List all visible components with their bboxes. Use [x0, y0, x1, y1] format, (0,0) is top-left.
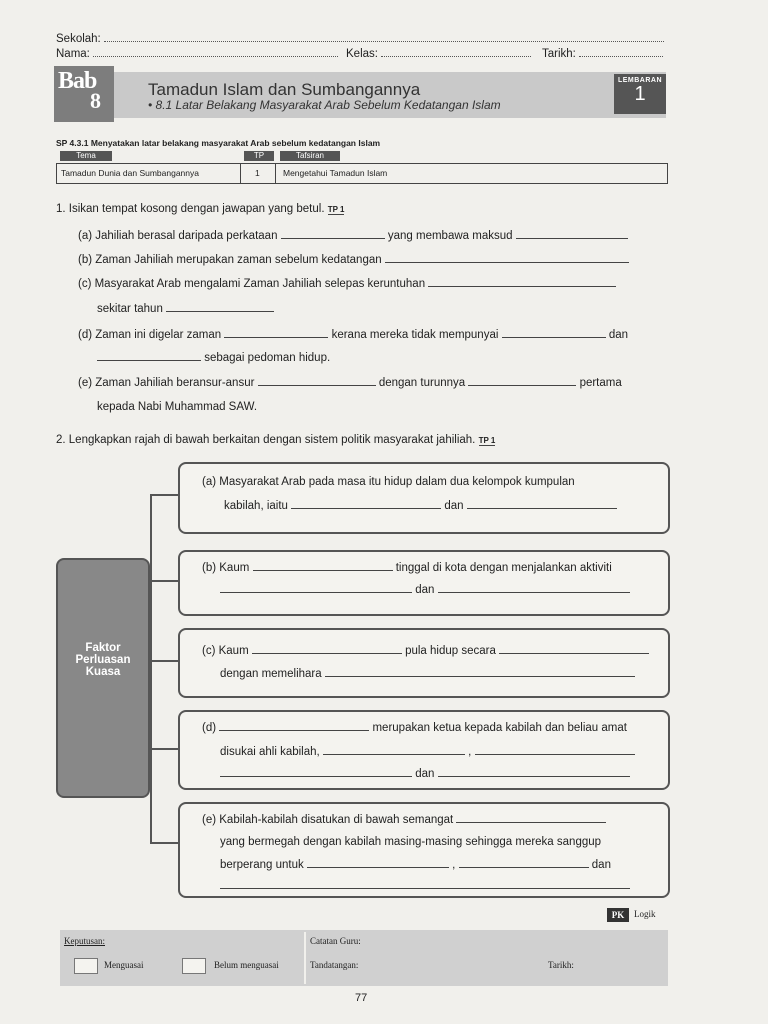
- box-d-blank-2[interactable]: [323, 753, 465, 755]
- box-d-text-4: ,: [468, 746, 472, 758]
- connector-b: [150, 580, 178, 582]
- box-d-row-3: [220, 768, 630, 780]
- tarikh-row: [542, 48, 663, 60]
- keputusan-label: Keputusan:: [64, 936, 105, 946]
- chapter-number: 8: [90, 88, 101, 113]
- sekolah-label: Sekolah:: [56, 33, 101, 45]
- sp-head-tema: Tema: [60, 151, 112, 161]
- box-c-text-3: dengan memelihara: [220, 668, 322, 680]
- faktor-line-1: Faktor: [85, 642, 121, 654]
- footer-tarikh-label: Tarikh:: [548, 960, 574, 970]
- pk-badge: PK: [607, 908, 629, 922]
- sekolah-field[interactable]: [104, 41, 664, 42]
- q1b-blank[interactable]: [385, 261, 629, 263]
- worksheet-badge: [614, 74, 666, 114]
- belum-checkbox[interactable]: [182, 958, 206, 974]
- q1d-text-2: kerana mereka tidak mempunyai: [331, 329, 499, 341]
- nama-field[interactable]: [93, 56, 338, 57]
- tarikh-label: Tarikh:: [542, 48, 576, 60]
- box-e-blank-1[interactable]: [456, 821, 606, 823]
- box-d-text-5: dan: [415, 768, 435, 780]
- q1c-row-2: [97, 303, 274, 315]
- box-c-blank-1[interactable]: [252, 652, 402, 654]
- footer-divider: [304, 932, 306, 984]
- box-a-text-3: dan: [444, 500, 464, 512]
- q1a-blank-1[interactable]: [281, 237, 385, 239]
- q1d-blank-2[interactable]: [502, 336, 606, 338]
- sp-divider: [240, 164, 241, 183]
- box-d-text-1: (d): [202, 722, 217, 734]
- q1a-blank-2[interactable]: [516, 237, 628, 239]
- sp-title: SP 4.3.1 Menyatakan latar belakang masyarakat Arab sebelum kedatangan Islam: [56, 138, 381, 148]
- box-a: [178, 462, 670, 534]
- q1e-text-3: pertama: [579, 377, 622, 389]
- q1b-row: [78, 254, 629, 266]
- connector-d: [150, 748, 178, 750]
- q1c-text: (c) Masyarakat Arab mengalami Zaman Jahiliah selepas keruntuhan: [78, 278, 426, 290]
- box-e: [178, 802, 670, 898]
- q1e-row-2: [97, 401, 257, 413]
- q1d-blank-1[interactable]: [224, 336, 328, 338]
- nama-row: [56, 48, 338, 60]
- box-d-blank-5[interactable]: [438, 775, 630, 777]
- assessment-footer: [60, 930, 668, 986]
- box-c-row-1: [202, 645, 649, 657]
- faktor-box: [56, 558, 150, 798]
- box-d-row-1: [202, 722, 627, 734]
- q1e-text: (e) Zaman Jahiliah beransur-ansur: [78, 377, 255, 389]
- box-c-blank-2[interactable]: [499, 652, 649, 654]
- box-b-text-2: tinggal di kota dengan menjalankan aktiviti: [395, 562, 612, 574]
- sp-head-tafsiran: Tafsiran: [280, 151, 340, 161]
- kelas-row: [346, 48, 531, 60]
- box-d-blank-1[interactable]: [219, 729, 369, 731]
- box-e-text-5: dan: [591, 859, 611, 871]
- box-a-text-1: (a) Masyarakat Arab pada masa itu hidup dalam dua kelompok kumpulan: [202, 476, 575, 488]
- sp-table: [56, 151, 668, 183]
- page-number: 77: [355, 992, 368, 1004]
- q1a-text-2: yang membawa maksud: [387, 230, 513, 242]
- kelas-label: Kelas:: [346, 48, 378, 60]
- q1d-row: [78, 329, 628, 341]
- q1e-text-2: dengan turunnya: [378, 377, 466, 389]
- q1d-blank-3[interactable]: [97, 359, 201, 361]
- box-a-blank-1[interactable]: [291, 507, 441, 509]
- q1b-text: (b) Zaman Jahiliah merupakan zaman sebelum kedatangan: [78, 254, 382, 266]
- q1e-blank-1[interactable]: [258, 384, 376, 386]
- q1e-blank-2[interactable]: [468, 384, 576, 386]
- box-e-text-3: berperang untuk: [220, 859, 304, 871]
- q1e-row: [78, 377, 622, 389]
- q2-stem: [56, 434, 495, 446]
- sp-tafsiran: Mengetahui Tamadun Islam: [283, 168, 388, 178]
- box-d-blank-3[interactable]: [475, 753, 635, 755]
- q1-tp: TP 1: [327, 205, 345, 214]
- box-b-blank-3[interactable]: [438, 591, 630, 593]
- box-b-blank-2[interactable]: [220, 591, 412, 593]
- connector-a: [150, 494, 178, 496]
- box-a-text-2: kabilah, iaitu: [224, 500, 288, 512]
- q1a-text: (a) Jahiliah berasal daripada perkataan: [78, 230, 278, 242]
- q1c-row: [78, 278, 616, 290]
- worksheet-label: LEMBARAN: [617, 77, 663, 84]
- box-d: [178, 710, 670, 790]
- sp-divider: [275, 164, 276, 183]
- sp-tp: 1: [255, 168, 260, 178]
- chapter-word: Bab: [58, 68, 97, 94]
- box-b-blank-1[interactable]: [253, 569, 393, 571]
- box-e-blank-3[interactable]: [459, 866, 589, 868]
- q1e-text-4: kepada Nabi Muhammad SAW.: [97, 401, 258, 413]
- box-c-text-2: pula hidup secara: [405, 645, 496, 657]
- connector-vertical: [150, 494, 152, 842]
- tandatangan-label: Tandatangan:: [310, 960, 359, 970]
- box-b: [178, 550, 670, 616]
- q1-stem: [56, 203, 344, 215]
- q1-stem-text: 1. Isikan tempat kosong dengan jawapan yang betul.: [56, 203, 325, 215]
- box-b-text-1: (b) Kaum: [202, 562, 250, 574]
- q1d-text-4: sebagai pedoman hidup.: [204, 352, 331, 364]
- faktor-line-3: Kuasa: [85, 666, 121, 678]
- box-a-blank-2[interactable]: [467, 507, 617, 509]
- tarikh-field[interactable]: [579, 56, 663, 57]
- q1d-text-3: dan: [608, 329, 629, 341]
- menguasai-checkbox[interactable]: [74, 958, 98, 974]
- box-e-row-4: [220, 880, 630, 892]
- worksheet-number: 1: [634, 83, 646, 105]
- connector-c: [150, 660, 178, 662]
- box-c: [178, 628, 670, 698]
- belum-label: Belum menguasai: [214, 960, 279, 970]
- nama-label: Nama:: [56, 48, 90, 60]
- box-d-blank-4[interactable]: [220, 775, 412, 777]
- q1a-row: [78, 230, 628, 242]
- box-d-text-2: merupakan ketua kepada kabilah dan beliau amat: [372, 722, 627, 734]
- catatan-label: Catatan Guru:: [310, 936, 361, 946]
- box-e-row-3: [220, 859, 611, 871]
- box-b-text-3: dan: [415, 584, 435, 596]
- box-b-row-1: [202, 562, 612, 574]
- box-d-row-2: [220, 746, 635, 758]
- chapter-title: Tamadun Islam dan Sumbangannya: [148, 80, 421, 99]
- box-e-row-1: [202, 814, 606, 826]
- q2-stem-text: 2. Lengkapkan rajah di bawah berkaitan dengan sistem politik masyarakat jahiliah.: [56, 434, 476, 446]
- box-e-text-1: (e) Kabilah-kabilah disatukan di bawah semangat: [202, 814, 454, 826]
- sp-tema: Tamadun Dunia dan Sumbangannya: [61, 168, 199, 178]
- box-e-blank-2[interactable]: [307, 866, 449, 868]
- menguasai-label: Menguasai: [104, 960, 144, 970]
- box-a-row-2: [224, 500, 617, 512]
- box-c-text-1: (c) Kaum: [202, 645, 249, 657]
- sp-head-tp: TP: [244, 151, 274, 161]
- q1c-text-2: sekitar tahun: [97, 303, 163, 315]
- chapter-tab: [54, 66, 114, 122]
- q1d-text: (d) Zaman ini digelar zaman: [78, 329, 222, 341]
- connector-e: [150, 842, 178, 844]
- q1c-blank-2[interactable]: [166, 310, 274, 312]
- box-c-row-2: [220, 668, 635, 680]
- faktor-line-2: Perluasan: [75, 654, 131, 666]
- sekolah-row: [56, 33, 664, 45]
- box-c-blank-3[interactable]: [325, 675, 635, 677]
- box-e-text-4: ,: [452, 859, 456, 871]
- kelas-field[interactable]: [381, 56, 531, 57]
- q1d-row-2: [97, 352, 330, 364]
- chapter-subtitle: • 8.1 Latar Belakang Masyarakat Arab Sebelum Kedatangan Islam: [148, 98, 501, 112]
- sp-row: [56, 163, 668, 184]
- box-e-text-2: yang bermegah dengan kabilah masing-masing sehingga mereka sanggup: [220, 836, 602, 848]
- box-d-text-3: disukai ahli kabilah,: [220, 746, 320, 758]
- box-b-row-2: [220, 584, 630, 596]
- q1c-blank-1[interactable]: [428, 285, 616, 287]
- box-e-blank-4[interactable]: [220, 887, 630, 889]
- q2-tp: TP 1: [478, 436, 496, 445]
- logik-label: Logik: [634, 909, 656, 919]
